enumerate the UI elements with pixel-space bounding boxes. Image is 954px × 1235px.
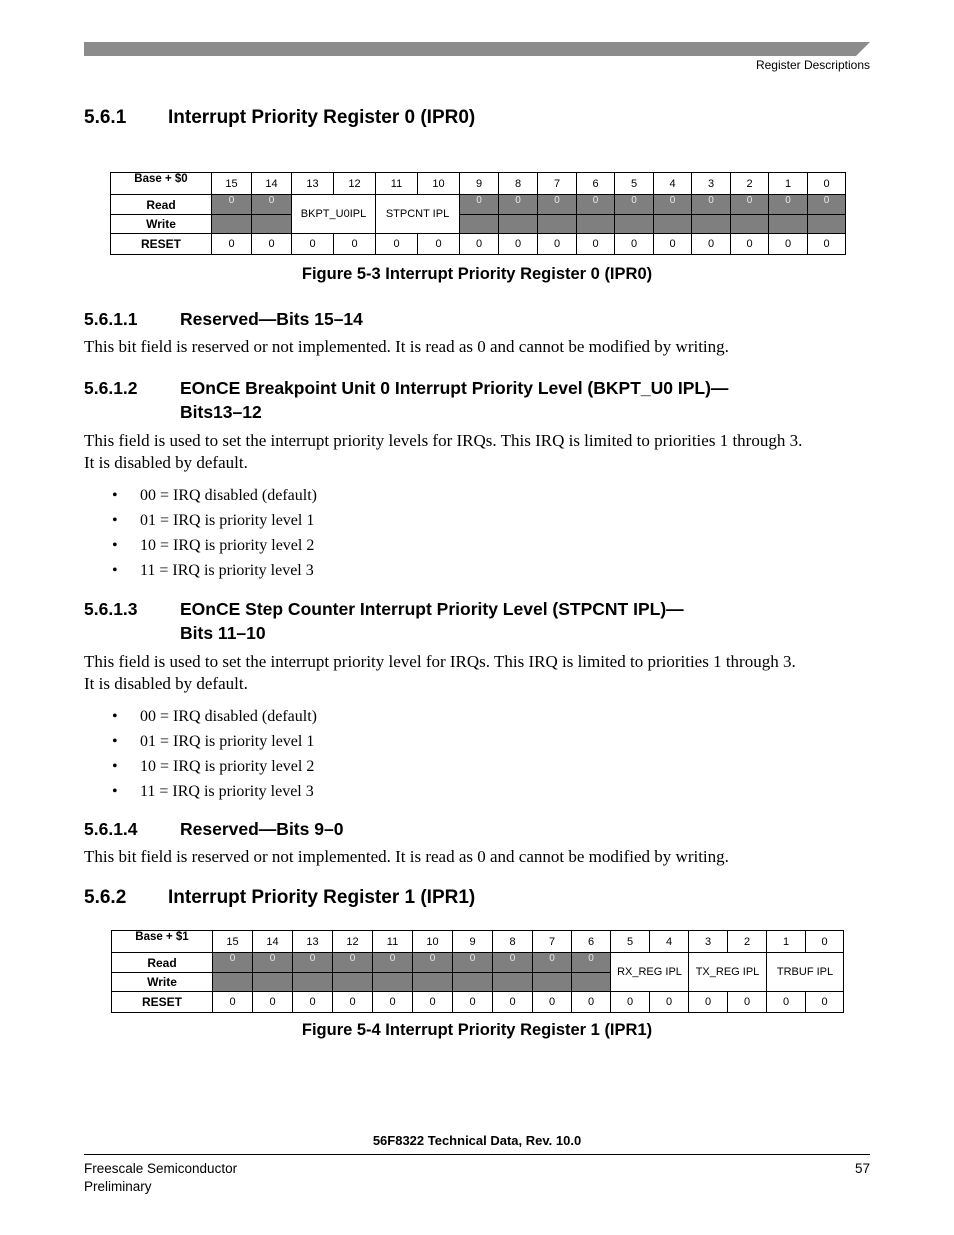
- section-heading-5-6-1-3: [84, 597, 860, 645]
- list-item: [112, 561, 317, 586]
- ipr1-register-table: [111, 930, 844, 1013]
- paragraph: This bit field is reserved or not implemented. It is read as 0 and cannot be modified by writing.: [84, 847, 729, 866]
- bit-number: 0: [808, 173, 846, 195]
- reserved-write-bit: [453, 973, 493, 992]
- read-row-label: Read: [111, 195, 212, 215]
- bit-number: 9: [453, 931, 493, 953]
- footer-document-title: 56F8322 Technical Data, Rev. 10.0: [372, 1133, 582, 1148]
- reserved-read-bit: 0: [654, 195, 692, 215]
- section-heading-5-6-2: [84, 887, 475, 909]
- reserved-write-bit: [538, 215, 577, 234]
- reset-value: 0: [650, 992, 689, 1013]
- section-title-line: Bits 11–10: [180, 623, 266, 643]
- bit-number: 12: [334, 173, 376, 195]
- bit-number: 2: [731, 173, 769, 195]
- reset-value: 0: [689, 992, 728, 1013]
- reset-value: 0: [806, 992, 844, 1013]
- section-number: 5.6.1: [84, 107, 127, 128]
- list-item: [112, 732, 317, 757]
- list-item-text: 10 = IRQ is priority level 2: [140, 537, 315, 554]
- bit-number: 3: [689, 931, 728, 953]
- bit-number: 2: [728, 931, 767, 953]
- list-item: [112, 536, 317, 561]
- reserved-write-bit: [499, 215, 538, 234]
- bit-number: 8: [499, 173, 538, 195]
- section-title: [180, 597, 860, 645]
- section-number: 5.6.2: [84, 887, 127, 908]
- bit-number: 15: [212, 173, 252, 195]
- reserved-read-bit: 0: [692, 195, 731, 215]
- reset-value: 0: [615, 234, 654, 255]
- bit-number: 14: [253, 931, 293, 953]
- reset-row-label: RESET: [112, 992, 213, 1013]
- reset-value: 0: [728, 992, 767, 1013]
- paragraph-line: It is disabled by default.: [84, 453, 248, 472]
- footer-divider: [84, 1154, 870, 1155]
- section-number: 5.6.1.4: [84, 819, 138, 839]
- reset-value: 0: [572, 992, 611, 1013]
- section-heading-5-6-1: [84, 107, 475, 129]
- bit-number: 13: [292, 173, 334, 195]
- list-item-text: 11 = IRQ is priority level 3: [140, 562, 314, 579]
- section-title: Reserved—Bits 15–14: [180, 309, 363, 329]
- list-item: [112, 511, 317, 536]
- reserved-read-bit: 0: [493, 953, 533, 973]
- reserved-read-bit: 0: [252, 195, 292, 215]
- write-row-label: Write: [112, 973, 213, 992]
- reset-value: 0: [538, 234, 577, 255]
- reserved-write-bit: [460, 215, 499, 234]
- bit-number: 4: [654, 173, 692, 195]
- bit-number: 5: [611, 931, 650, 953]
- paragraph-line: This field is used to set the interrupt priority level for IRQs. This IRQ is limited to priorities 1 through 3.: [84, 652, 796, 671]
- bit-number: 10: [418, 173, 460, 195]
- reserved-write-bit: [692, 215, 731, 234]
- reserved-read-bit: 0: [769, 195, 808, 215]
- reserved-read-bit: 0: [460, 195, 499, 215]
- paragraph-line: This field is used to set the interrupt priority levels for IRQs. This IRQ is limited to priorities 1 through 3.: [84, 431, 803, 450]
- bit-number: 8: [493, 931, 533, 953]
- reset-value: 0: [413, 992, 453, 1013]
- reserved-read-bit: 0: [577, 195, 615, 215]
- reserved-read-bit: 0: [499, 195, 538, 215]
- reset-value: 0: [499, 234, 538, 255]
- base-address-label: Base + $1: [112, 931, 213, 953]
- bullet-icon: •: [112, 487, 118, 504]
- list-item: [112, 707, 317, 732]
- reserved-write-bit: [572, 973, 611, 992]
- bit-number: 11: [376, 173, 418, 195]
- section-title: Interrupt Priority Register 0 (IPR0): [168, 107, 476, 128]
- reset-value: 0: [213, 992, 253, 1013]
- reserved-read-bit: 0: [453, 953, 493, 973]
- bit-number: 6: [572, 931, 611, 953]
- reset-value: 0: [373, 992, 413, 1013]
- bit-number: 15: [213, 931, 253, 953]
- reset-value: 0: [767, 992, 806, 1013]
- reset-value: 0: [212, 234, 252, 255]
- footer-company: Freescale Semiconductor: [84, 1161, 238, 1176]
- bullet-list: [112, 486, 317, 586]
- page-number: 57: [854, 1161, 870, 1176]
- reset-value: 0: [253, 992, 293, 1013]
- paragraph: This bit field is reserved or not implemented. It is read as 0 and cannot be modified by writing.: [84, 337, 729, 356]
- reserved-write-bit: [577, 215, 615, 234]
- header-bar: [84, 42, 870, 56]
- trbuf-ipl-field: TRBUF IPL: [767, 953, 844, 992]
- reserved-write-bit: [253, 973, 293, 992]
- reserved-read-bit: 0: [213, 953, 253, 973]
- bullet-icon: •: [112, 758, 118, 775]
- paragraph: [84, 651, 870, 695]
- reserved-write-bit: [654, 215, 692, 234]
- bullet-icon: •: [112, 562, 118, 579]
- list-item-text: 00 = IRQ disabled (default): [140, 708, 317, 725]
- bit-number: 10: [413, 931, 453, 953]
- reset-value: 0: [376, 234, 418, 255]
- reserved-read-bit: 0: [333, 953, 373, 973]
- bullet-list: [112, 707, 317, 807]
- bit-number: 9: [460, 173, 499, 195]
- section-title-line: EOnCE Breakpoint Unit 0 Interrupt Priority Level (BKPT_U0 IPL)—: [180, 378, 729, 398]
- section-title: Interrupt Priority Register 1 (IPR1): [168, 887, 476, 908]
- running-header: Register Descriptions: [755, 58, 870, 72]
- reset-value: 0: [292, 234, 334, 255]
- reset-value: 0: [460, 234, 499, 255]
- reset-value: 0: [769, 234, 808, 255]
- reset-value: 0: [533, 992, 572, 1013]
- reset-value: 0: [692, 234, 731, 255]
- reserved-write-bit: [373, 973, 413, 992]
- paragraph-line: It is disabled by default.: [84, 674, 248, 693]
- bit-number: 12: [333, 931, 373, 953]
- bullet-icon: •: [112, 708, 118, 725]
- write-row-label: Write: [111, 215, 212, 234]
- bullet-icon: •: [112, 537, 118, 554]
- section-title: [180, 376, 860, 424]
- bit-number: 7: [533, 931, 572, 953]
- bit-number: 11: [373, 931, 413, 953]
- section-number: 5.6.1.3: [84, 599, 138, 619]
- reserved-write-bit: [213, 973, 253, 992]
- reserved-write-bit: [615, 215, 654, 234]
- footer-status: Preliminary: [84, 1179, 152, 1194]
- section-heading-5-6-1-4: [84, 817, 860, 841]
- reset-value: 0: [293, 992, 333, 1013]
- list-item: [112, 486, 317, 511]
- reserved-write-bit: [333, 973, 373, 992]
- bullet-icon: •: [112, 512, 118, 529]
- read-row-label: Read: [112, 953, 213, 973]
- reserved-write-bit: [533, 973, 572, 992]
- section-title-line: EOnCE Step Counter Interrupt Priority Level (STPCNT IPL)—: [180, 599, 684, 619]
- stpcnt-ipl-field: STPCNT IPL: [376, 195, 460, 234]
- bullet-icon: •: [112, 733, 118, 750]
- reserved-write-bit: [493, 973, 533, 992]
- bkpt-u0ipl-field: BKPT_U0IPL: [292, 195, 376, 234]
- reserved-write-bit: [293, 973, 333, 992]
- reserved-write-bit: [252, 215, 292, 234]
- reset-value: 0: [334, 234, 376, 255]
- bit-number: 7: [538, 173, 577, 195]
- reserved-read-bit: 0: [615, 195, 654, 215]
- tx-reg-ipl-field: TX_REG IPL: [689, 953, 767, 992]
- rx-reg-ipl-field: RX_REG IPL: [611, 953, 689, 992]
- reset-value: 0: [418, 234, 460, 255]
- reserved-read-bit: 0: [373, 953, 413, 973]
- list-item-text: 01 = IRQ is priority level 1: [140, 512, 315, 529]
- list-item-text: 10 = IRQ is priority level 2: [140, 758, 315, 775]
- reset-value: 0: [611, 992, 650, 1013]
- base-address-label: Base + $0: [111, 173, 212, 195]
- bit-number: 1: [767, 931, 806, 953]
- reserved-read-bit: 0: [253, 953, 293, 973]
- list-item-text: 01 = IRQ is priority level 1: [140, 733, 315, 750]
- reserved-read-bit: 0: [212, 195, 252, 215]
- bit-number: 4: [650, 931, 689, 953]
- reserved-write-bit: [212, 215, 252, 234]
- paragraph: [84, 430, 870, 474]
- list-item: [112, 782, 317, 807]
- bit-number: 6: [577, 173, 615, 195]
- reserved-read-bit: 0: [533, 953, 572, 973]
- reserved-read-bit: 0: [538, 195, 577, 215]
- reserved-write-bit: [413, 973, 453, 992]
- section-heading-5-6-1-2: [84, 376, 860, 424]
- section-title: Reserved—Bits 9–0: [180, 819, 344, 839]
- bit-number: 5: [615, 173, 654, 195]
- reset-value: 0: [453, 992, 493, 1013]
- reserved-write-bit: [808, 215, 846, 234]
- list-item: [112, 757, 317, 782]
- reset-row-label: RESET: [111, 234, 212, 255]
- reserved-read-bit: 0: [731, 195, 769, 215]
- section-number: 5.6.1.1: [84, 309, 138, 329]
- reset-value: 0: [333, 992, 373, 1013]
- reset-value: 0: [808, 234, 846, 255]
- list-item-text: 11 = IRQ is priority level 3: [140, 783, 314, 800]
- section-heading-5-6-1-1: [84, 307, 860, 331]
- section-title-line: Bits13–12: [180, 402, 262, 422]
- reserved-read-bit: 0: [413, 953, 453, 973]
- figure-caption-5-4: Figure 5-4 Interrupt Priority Register 1 (IPR1): [301, 1021, 653, 1039]
- reserved-write-bit: [731, 215, 769, 234]
- bit-number: 0: [806, 931, 844, 953]
- ipr0-register-table: [110, 172, 846, 255]
- bullet-icon: •: [112, 783, 118, 800]
- reset-value: 0: [577, 234, 615, 255]
- list-item-text: 00 = IRQ disabled (default): [140, 487, 317, 504]
- bit-number: 3: [692, 173, 731, 195]
- reserved-write-bit: [769, 215, 808, 234]
- reserved-read-bit: 0: [572, 953, 611, 973]
- bit-number: 1: [769, 173, 808, 195]
- section-number: 5.6.1.2: [84, 378, 138, 398]
- reset-value: 0: [654, 234, 692, 255]
- reset-value: 0: [731, 234, 769, 255]
- reserved-read-bit: 0: [808, 195, 846, 215]
- figure-caption-5-3: Figure 5-3 Interrupt Priority Register 0 (IPR0): [301, 265, 653, 283]
- reset-value: 0: [252, 234, 292, 255]
- bit-number: 14: [252, 173, 292, 195]
- reserved-read-bit: 0: [293, 953, 333, 973]
- reset-value: 0: [493, 992, 533, 1013]
- bit-number: 13: [293, 931, 333, 953]
